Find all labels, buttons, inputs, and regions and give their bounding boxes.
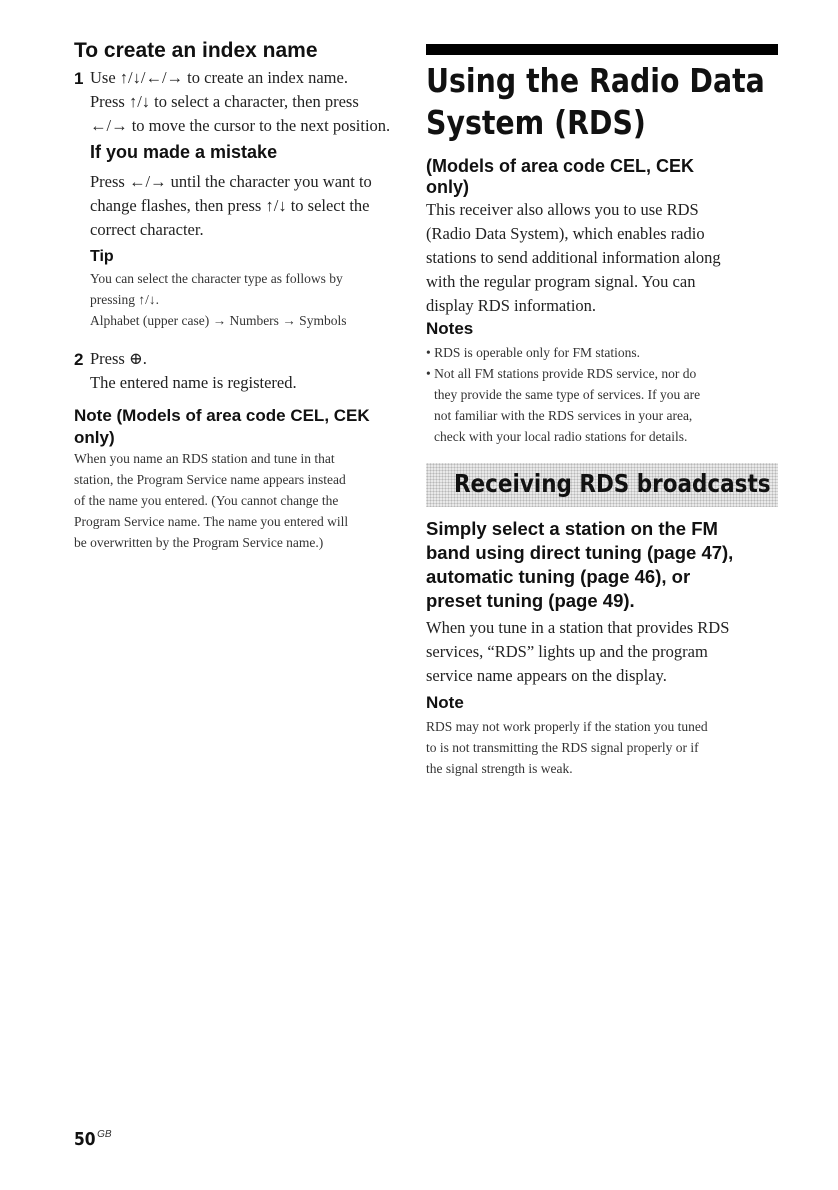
note-heading: Note — [426, 693, 464, 712]
tune-line: When you tune in a station that provides RDS — [426, 618, 730, 637]
mistake-text — [90, 170, 372, 242]
receiving-rds-banner — [426, 463, 778, 507]
mistake-line: Press ←/→ until the character you want to — [90, 172, 372, 191]
intro-line: This receiver also allows you to use RDS — [426, 200, 699, 219]
tip-text — [90, 268, 346, 331]
page-number-value: 50 — [74, 1129, 96, 1150]
notes-item: • RDS is operable only for FM stations. — [426, 345, 640, 360]
rds-title-line: Using the Radio Data — [426, 61, 765, 100]
intro-line: display RDS information. — [426, 296, 597, 315]
note-line: When you name an RDS station and tune in that — [74, 451, 335, 466]
step1-text-cont — [90, 90, 390, 138]
note-line: be overwritten by the Program Service name.) — [74, 535, 324, 550]
note-line: Program Service name. The name you entered will — [74, 514, 349, 529]
notes-heading: Notes — [426, 319, 474, 338]
step1-line: Press ↑/↓ to select a character, then press — [90, 92, 359, 111]
step1-text — [90, 66, 348, 90]
step2-line: Press ⊕. — [90, 349, 147, 368]
notes-item: not familiar with the RDS services in your area, — [434, 408, 693, 423]
note-line: RDS may not work properly if the station you tuned — [426, 719, 708, 734]
notes-item: check with your local radio stations for details. — [434, 429, 688, 444]
intro-line: stations to send additional information along — [426, 248, 721, 267]
models-heading-line: (Models of area code CEL, CEK — [426, 156, 695, 176]
note-heading-line: Note (Models of area code CEL, CEK — [74, 406, 370, 425]
notes-item: • Not all FM stations provide RDS service, nor do — [426, 366, 697, 381]
step1-number: 1 — [74, 69, 84, 88]
tip-line: pressing ↑/↓. — [90, 292, 159, 307]
tip-line: Alphabet (upper case) → Numbers → Symbols — [90, 313, 347, 328]
step1-line: Use ↑/↓/←/→ to create an index name. — [90, 68, 348, 87]
page-number-suffix: GB — [97, 1129, 112, 1140]
step2-number: 2 — [74, 350, 84, 369]
note-line: station, the Program Service name appears instead — [74, 472, 346, 487]
select-heading-line: preset tuning (page 49). — [426, 590, 635, 611]
tune-line: services, “RDS” lights up and the program — [426, 642, 708, 661]
select-heading-line: band using direct tuning (page 47), — [426, 542, 734, 563]
intro-line: with the regular program signal. You can — [426, 272, 696, 291]
tune-line: service name appears on the display. — [426, 666, 667, 685]
note-heading-line: only) — [74, 428, 115, 447]
section-top-bar — [426, 44, 778, 55]
banner-title: Receiving RDS broadcasts — [454, 469, 771, 498]
select-heading-line: automatic tuning (page 46), or — [426, 566, 691, 587]
rds-title — [426, 60, 765, 144]
note-line: the signal strength is weak. — [426, 761, 573, 776]
select-heading-line: Simply select a station on the FM — [426, 518, 718, 539]
intro-line: (Radio Data System), which enables radio — [426, 224, 705, 243]
select-station-heading — [426, 517, 733, 613]
note-line: of the name you entered. (You cannot change the — [74, 493, 339, 508]
note-models-heading — [74, 405, 370, 449]
intro-text — [426, 198, 721, 318]
step1-line: ←/→ to move the cursor to the next position. — [90, 116, 391, 135]
notes-list — [426, 342, 700, 447]
note-text — [426, 716, 708, 779]
tip-heading: Tip — [90, 248, 114, 265]
mistake-line: change flashes, then press ↑/↓ to select the — [90, 196, 370, 215]
models-heading — [426, 156, 694, 198]
step2-result: The entered name is registered. — [90, 373, 297, 392]
mistake-heading: If you made a mistake — [90, 142, 278, 162]
step2-text — [90, 347, 297, 395]
notes-item: they provide the same type of services. If you are — [434, 387, 701, 402]
mistake-line: correct character. — [90, 220, 204, 239]
tune-text — [426, 616, 729, 688]
create-index-heading: To create an index name — [74, 39, 318, 62]
page-number — [74, 1129, 112, 1150]
models-heading-line: only) — [426, 177, 469, 197]
note-models-text — [74, 448, 348, 553]
note-line: to is not transmitting the RDS signal properly or if — [426, 740, 699, 755]
rds-title-line: System (RDS) — [426, 103, 646, 142]
tip-line: You can select the character type as follows by — [90, 271, 343, 286]
